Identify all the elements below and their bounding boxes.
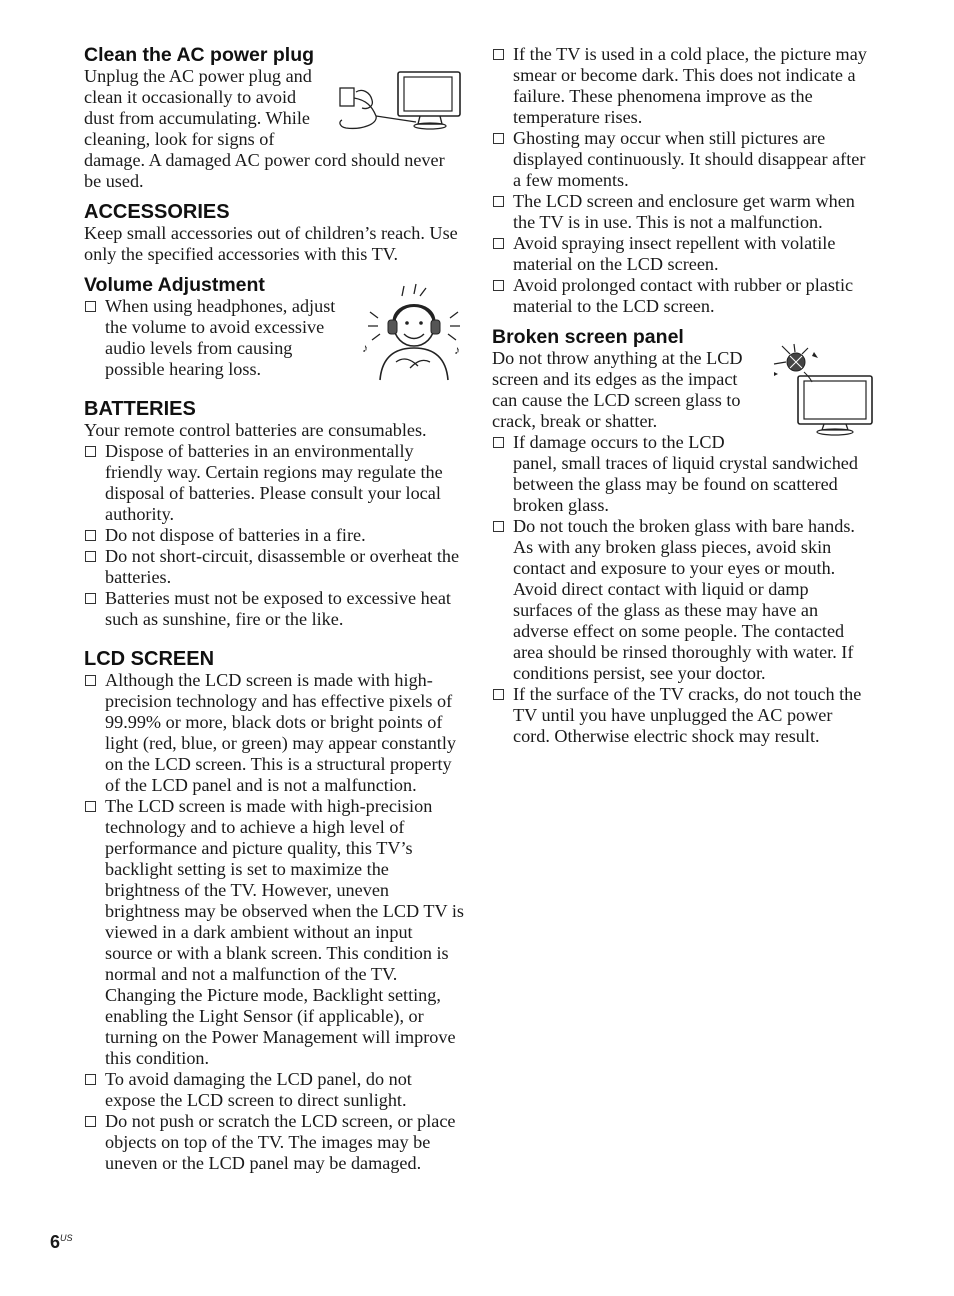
checkbox-bullet-icon (493, 196, 504, 207)
accessories-heading: ACCESSORIES (84, 201, 230, 223)
checkbox-bullet-icon (493, 437, 504, 448)
checkbox-bullet-icon (85, 301, 96, 312)
broken-screen-heading: Broken screen panel (492, 326, 684, 348)
volume-section (84, 274, 464, 380)
checkbox-bullet-icon (493, 133, 504, 144)
checkbox-bullet-icon (85, 1116, 96, 1127)
lcd-item: Do not push or scratch the LCD screen, or place objects on top of the TV. The images may be uneven or the LCD panel may be damaged. (84, 1111, 464, 1174)
lcd-item: If the TV is used in a cold place, the picture may smear or become dark. This does not indicate a failure. These phenomena improve as the temperature rises. (492, 44, 872, 128)
batteries-item: Do not short-circuit, disassemble or overheat the batteries. (84, 546, 464, 588)
lcd-item: Although the LCD screen is made with high-precision technology and has effective pixels of 99.99% or more, black dots or bright points of light (red, blue, or green) may appear constantly on the LCD screen. This is a structural property of the LCD panel and is not a malfunction. (84, 670, 464, 796)
left-column (84, 44, 464, 1174)
broken-screen-intro: Do not throw anything at the LCD screen and its edges as the impact can cause the LCD screen glass to crack, break or shatter. (492, 348, 743, 431)
checkbox-bullet-icon (493, 521, 504, 532)
page-number-suffix: US (60, 1233, 73, 1243)
batteries-item: Do not dispose of batteries in a fire. (84, 525, 464, 546)
unplug-tv-illustration (332, 70, 464, 136)
lcd-item: Avoid prolonged contact with rubber or plastic material to the LCD screen. (492, 275, 872, 317)
lcd-section (84, 648, 464, 1174)
broken-screen-illustration (768, 342, 876, 436)
batteries-heading: BATTERIES (84, 398, 196, 420)
checkbox-bullet-icon (493, 238, 504, 249)
lcd-item: The LCD screen is made with high-precision technology and to achieve a high level of performance and picture quality, this TV’s backlight setting is set to maximize the brightness of the TV. However, uneven brightness may be observed when the LCD TV is viewed in a dark ambient without an input source or with a blank screen. This condition is normal and not a malfunction of the TV. Changing the Picture mode, Backlight setting, enabling the Light Sensor (if applicable), or turning on the Power Management will improve this condition. (84, 796, 464, 1069)
checkbox-bullet-icon (85, 801, 96, 812)
svg-text:♪: ♪ (362, 341, 368, 355)
lcd-item: Ghosting may occur when still pictures are displayed continuously. It should disappear after a few moments. (492, 128, 872, 191)
checkbox-bullet-icon (85, 551, 96, 562)
checkbox-bullet-icon (493, 689, 504, 700)
batteries-item: Dispose of batteries in an environmentally friendly way. Certain regions may regulate the disposal of batteries. Please consult your local authority. (84, 441, 464, 525)
lcd-item: Avoid spraying insect repellent with volatile material on the LCD screen. (492, 233, 872, 275)
batteries-item: Batteries must not be exposed to excessive heat such as sunshine, fire or the like. (84, 588, 464, 630)
checkbox-bullet-icon (85, 530, 96, 541)
lcd-heading: LCD SCREEN (84, 648, 215, 670)
accessories-section (84, 201, 464, 265)
broken-screen-item: If the surface of the TV cracks, do not touch the TV until you have unplugged the AC power cord. Otherwise electric shock may result. (492, 684, 872, 747)
checkbox-bullet-icon (493, 280, 504, 291)
accessories-text: Keep small accessories out of children’s reach. Use only the specified accessories with this TV. (84, 223, 458, 264)
lcd-section-continued (492, 44, 872, 317)
broken-screen-item: Do not touch the broken glass with bare hands. As with any broken glass pieces, avoid skin contact and exposure to your eyes or mouth. Avoid direct contact with liquid or damp surfaces of the glass as these may have an adverse effect on some people. The contacted area should be rinsed thoroughly with water. If conditions persist, see your doctor. (492, 516, 872, 684)
checkbox-bullet-icon (85, 1074, 96, 1085)
page-number: $6^{US}$ (50, 1232, 73, 1252)
checkbox-bullet-icon (85, 446, 96, 457)
checkbox-bullet-icon (85, 593, 96, 604)
broken-screen-section (492, 326, 872, 747)
lcd-item: The LCD screen and enclosure get warm when the TV is in use. This is not a malfunction. (492, 191, 872, 233)
checkbox-bullet-icon (85, 675, 96, 686)
lcd-item: To avoid damaging the LCD panel, do not expose the LCD screen to direct sunlight. (84, 1069, 464, 1111)
volume-item: When using headphones, adjust the volume to avoid excessive audio levels from causing possible hearing loss. (84, 296, 464, 380)
checkbox-bullet-icon (493, 49, 504, 60)
svg-text:♪: ♪ (454, 343, 460, 357)
clean-plug-text: Unplug the AC power plug and clean it occasionally to avoid dust from accumulating. While cleaning, look for signs of damage. A damaged AC power cord should never be used. (84, 66, 445, 191)
broken-screen-item: If damage occurs to the LCD panel, small traces of liquid crystal sandwiched between the glass may be found on scattered broken glass. (492, 432, 872, 516)
clean-plug-section (84, 44, 464, 192)
volume-heading: Volume Adjustment (84, 274, 265, 296)
clean-plug-heading: Clean the AC power plug (84, 44, 315, 66)
right-column (492, 44, 872, 747)
batteries-intro: Your remote control batteries are consumables. (84, 420, 427, 440)
batteries-section (84, 398, 464, 630)
